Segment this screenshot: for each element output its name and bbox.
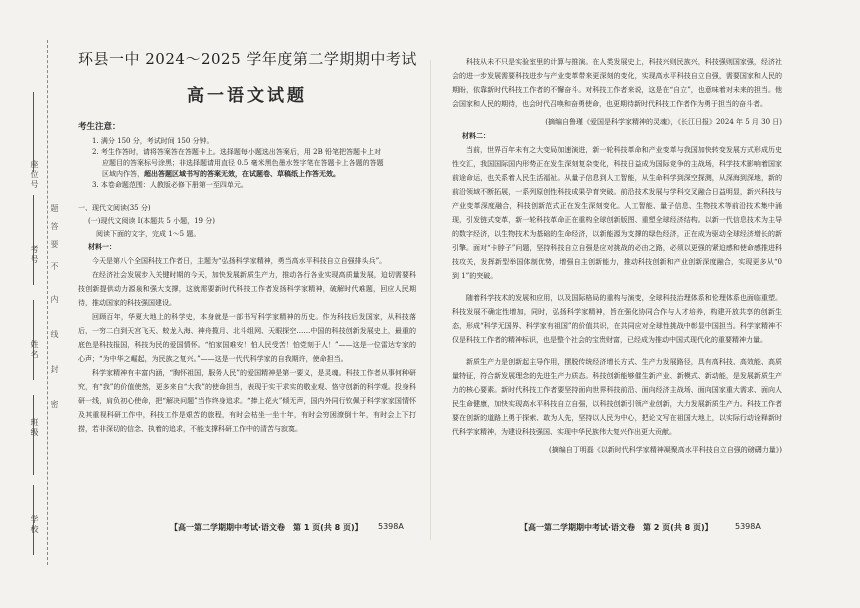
seal-char: 封 xyxy=(50,365,59,373)
right-footer: 【高一第二学期期中考试·语文卷 第 2 页(共 8 页)】 xyxy=(520,523,713,532)
exam-number-label: 考号 xyxy=(30,245,39,265)
seal-char: 不 xyxy=(50,262,59,270)
seal-char: 要 xyxy=(50,240,59,248)
citation: (摘编自鲁瑾《爱国是科学家精神的灵魂》，《长江日报》2024 年 5 月 30 日) xyxy=(545,118,782,126)
right-page xyxy=(452,55,782,459)
seal-char: 答 xyxy=(50,222,59,230)
citation: (摘编自丁明磊《以新时代科学家精神凝聚高水平科技自立自强的磅礴力量》) xyxy=(549,446,782,454)
paragraph: 当前，世界百年未有之大变局加速演进，新一轮科技革命和产业变革与我国加快转变发展方式形成历史性交汇，我国国际国内形势正在发生深刻复杂变化，科技日益成为国际竞争的主战场，科学技术影响着国家前途命运，也关系着人民生活福祉。从量子信息到人工智能，从生命科学到深空探测，从深海到深地，新的前沿领域不断拓展，一系列原创性科技成果孕育突破。前沿技术发展与学科交叉融合日益明显，新兴科技与产业变革深度融合，科技创新范式正在发生深刻变化。人工智能、量子信息、生物技术等前沿技术集中涌现，引发链式变革，新一轮科技革命正在重构全球创新版图、重塑全球经济结构。以新一代信息技术为主导的数字经济，以生物技术为基础的生命经济，以新能源为支撑的绿色经济，正在成为驱动全球经济增长的新引擎。面对“卡脖子”问题，坚持科技自立自强是应对挑战的必由之路，必须以更强的紧迫感和使命感推进科技攻关，发挥新型举国体制优势，增强自主创新能力，推动科技创新和产业创新深度融合，实现更多从“0 到 1”的突破。 xyxy=(452,146,782,280)
fill-line xyxy=(33,195,34,285)
section-heading: 一、现代文阅读(35 分) xyxy=(78,204,151,212)
seal-char: 内 xyxy=(50,295,59,303)
instruction: 阅读下面的文字，完成 1～5 题。 xyxy=(96,230,201,238)
name-label: 姓名 xyxy=(30,340,39,360)
seat-number-label: 座位号 xyxy=(30,160,39,190)
right-paper-code: 5398A xyxy=(735,522,761,531)
page-fold xyxy=(430,60,431,540)
class-label: 班级 xyxy=(30,418,39,438)
note-item: 2. 考生作答时，请将答案答在答题卡上。选择题每小题选出答案后，用 2B 铅笔把答题卡上对 xyxy=(92,148,381,156)
school-label: 学校 xyxy=(30,515,39,535)
binding-strip xyxy=(0,0,62,608)
paragraph: 新质生产力是创新起主导作用，摆脱传统经济增长方式、生产力发展路径，具有高科技、高效能、高质量特征，符合新发展理念的先进生产力质态。科技创新能够催生新产业、新模式、新动能，是发展新质生产力的核心要素。新时代科技工作者要坚持面向世界科技前沿、面向经济主战场、面向国家重大需求、面向人民生命健康，加快实现高水平科技自立自强，以科技创新引领产业创新，大力发展新质生产力。科技工作者要在创新的道路上勇于探索、敢为人先，坚持以人民为中心，把论文写在祖国大地上，以实际行动诠释新时代科学家精神，为建设科技强国、实现中华民族伟大复兴作出更大贡献。 xyxy=(452,358,782,436)
material-label: 材料一： xyxy=(88,243,116,251)
paragraph: 回顾百年，华夏大地上的科学史，本身就是一部书写科学家精神的历史。作为科技后发国家，从科技落后，一穷二白到天宫飞天、蛟龙入海、神舟揽月、北斗组网、天眼探空……中国的科技创新发展史上，最重的底色是科技报国，科技为民的爱国情怀。“怕家国难安！怕人民受苦！怕党刻于人！”——这是一位雷达专家的心声；“为中华之崛起，为民族之复兴。”——这是一代代科学家的自我期许，使命担当。 xyxy=(78,313,416,363)
paragraph: 随着科学技术的发展和应用，以及国际格局的重构与演变，全球科技治理体系和伦理体系也面临重塑。科技发展不确定性增加，同时，弘扬科学家精神，旨在强化协同合作与人才培养，构建开放共享的创新生态，形成“科学无国界、科学家有祖国”的价值共识，在共同应对全球性挑战中彰显中国担当。科学家精神不仅是科技工作者的精神标识，也是整个社会的宝贵财富，已经成为推动中国式现代化的重要精神力量。 xyxy=(452,294,782,344)
material-label: 材料二： xyxy=(462,132,490,140)
seal-char: 密 xyxy=(50,400,59,408)
paragraph: 在经济社会发展步入关键时期的今天，加快发展新质生产力，推动各行各业实现高质量发展，迫切需要科技创新提供动力源泉和强大支撑，这就需要新时代科技工作者发扬科学家精神，破解时代难题，回应人民期待，推动国家的科技强国建设。 xyxy=(78,271,416,307)
note-item xyxy=(102,169,416,180)
exam-title: 环县一中 2024～2025 学年度第二学期期中考试 xyxy=(78,50,417,68)
subsection-heading: (一)现代文阅读 Ⅰ(本题共 5 小题，19 分) xyxy=(88,217,215,225)
seal-char: 线 xyxy=(50,330,59,338)
note-item: 1. 满分 150 分，考试时间 150 分钟。 xyxy=(92,137,214,145)
left-paper-code: 5398A xyxy=(378,522,404,531)
paragraph: 科学家精神有丰富内涵，“胸怀祖国，服务人民”的爱国精神是第一要义，是灵魂。科技工作者从事何种研究，有“我”的价值使然，更多来自“大我”的使命担当，表现于实干求实的敬业观、恪守创新的科学观。投身科研一线，肩负初心使命，把“解决问题”当作终身追求。“捧上花火”倾无声，国内外同行钦佩于科学家家国情怀及其重视科研工作中，科技工作是艰苦的旅程，有时会枯坐一坐十年，有时会穷困潦倒十年，有时会上下打捞，若非深切的信念、执着的追求，不能支撑科研工作中的清苦与寂寞。 xyxy=(78,369,416,433)
paper-title: 高一语文试题 xyxy=(187,86,307,106)
note-tail: 区域内作答， xyxy=(102,170,144,178)
seal-char: 题 xyxy=(50,204,59,212)
seal-line xyxy=(47,40,48,565)
left-footer: 【高一第二学期期中考试·语文卷 第 1 页(共 8 页)】 xyxy=(170,523,363,532)
notes-heading: 考生注意： xyxy=(78,122,121,132)
paragraph: 科技从未不只是实验室里的计算与推演。在人类发展史上，科技兴则民族兴，科技强则国家强，经济社会的进一步发展需要科技进步与产业变革带来更深刻的变化，实现高水平科技自立自强，需要国家和人民的期盼，依靠新时代科技工作者的不懈奋斗。对科技工作者来说，这是在“自立”，也意味着对未来的担当。他会国家和人民的期待，也会时代召唤和奋勇使命，也更期待新时代科技工作者作为勇于担当的奋斗者。 xyxy=(452,58,782,108)
note-emphasis: 超出答题区域书写的答案无效，在试题卷、草稿纸上作答无效。 xyxy=(144,170,340,178)
note-item: 3. 本卷命题范围：人教版必修下册第一至四单元。 xyxy=(92,181,248,189)
left-page xyxy=(78,48,416,436)
note-item: 应题目的答案标号涂黑；非选择题请用直径 0.5 毫米黑色墨水签字笔在答题卡上各题的答题 xyxy=(102,159,384,167)
paragraph: 今天是第八个全国科技工作者日，主题为“弘扬科学家精神，勇当高水平科技自立自强排头兵”。 xyxy=(92,257,387,265)
